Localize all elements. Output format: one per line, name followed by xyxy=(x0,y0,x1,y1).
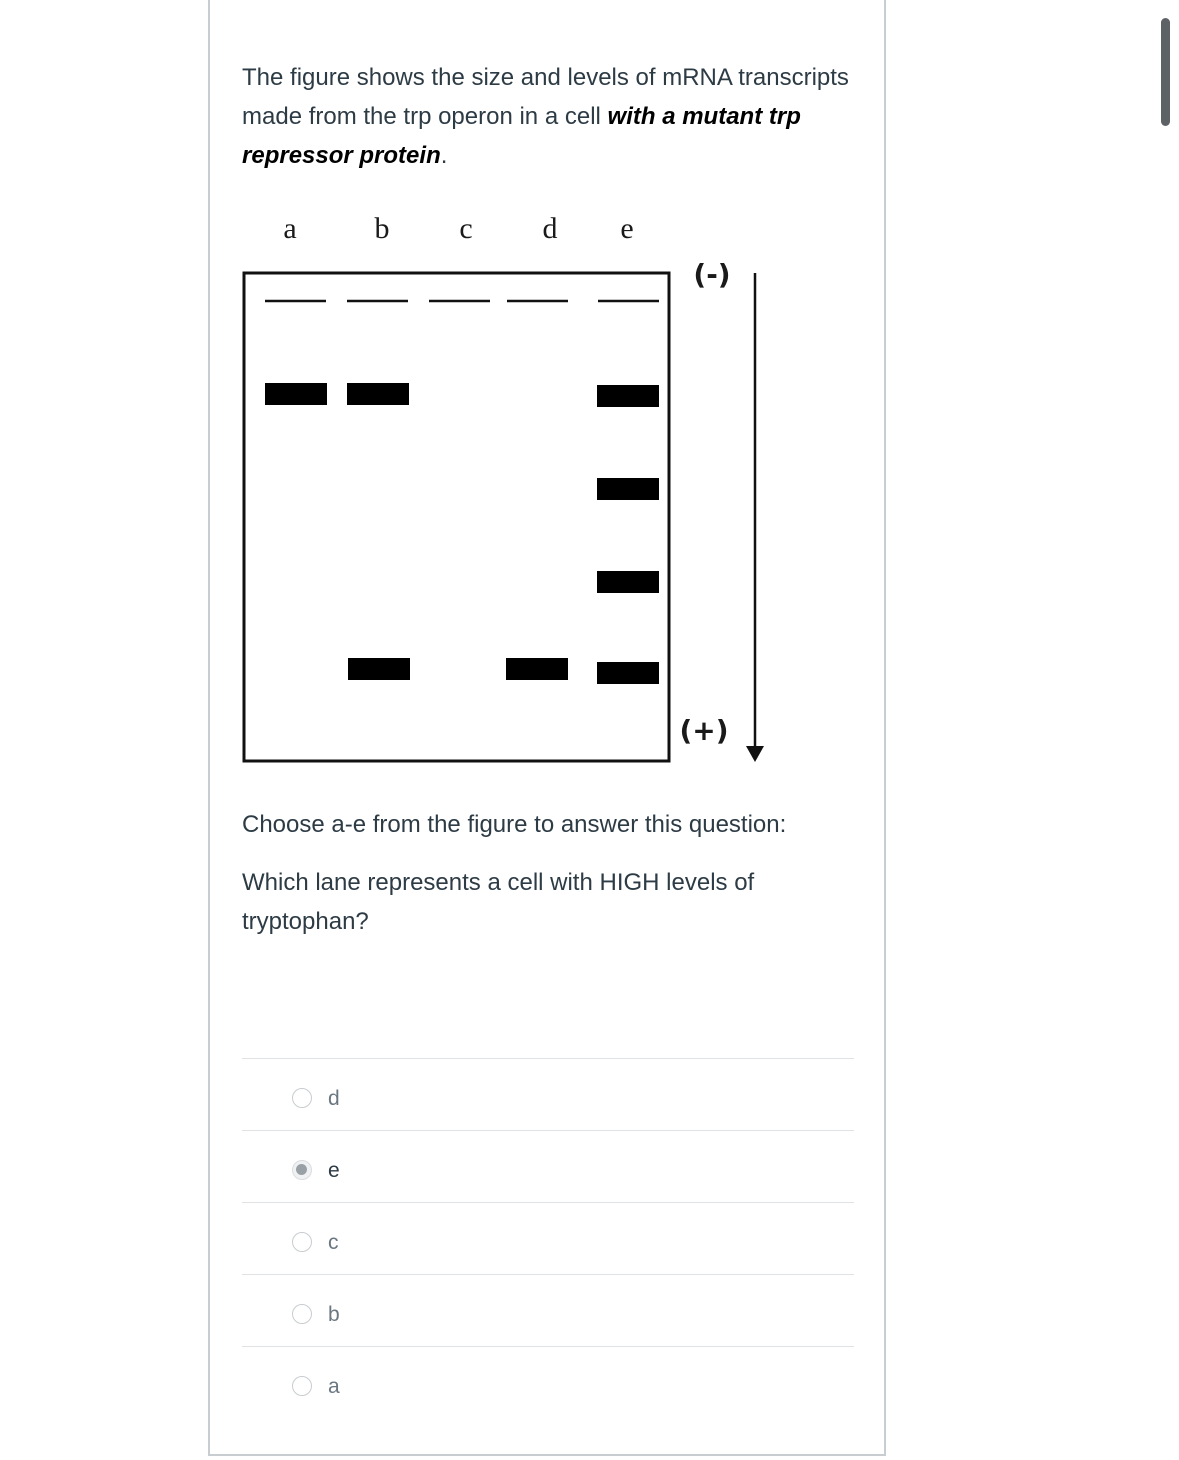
intro-end: . xyxy=(440,142,448,169)
band-e-2 xyxy=(597,478,659,500)
answer-option-a[interactable] xyxy=(242,1346,854,1418)
radio-button[interactable] xyxy=(292,1232,312,1252)
band-d-1 xyxy=(506,658,568,680)
lane-label-a: a xyxy=(283,212,297,245)
migration-arrow-head xyxy=(746,746,764,762)
answer-label: e xyxy=(328,1159,340,1182)
gel-figure xyxy=(242,200,802,780)
lane-label-b: b xyxy=(374,212,390,245)
band-b-2 xyxy=(348,658,410,680)
answer-option-e[interactable] xyxy=(242,1130,854,1202)
question-intro xyxy=(242,58,852,175)
positive-electrode-label: (+) xyxy=(679,714,729,747)
answer-label: a xyxy=(328,1375,340,1398)
lane-label-c: c xyxy=(459,212,473,245)
lane-label-d: d xyxy=(542,212,558,245)
radio-button[interactable] xyxy=(292,1088,312,1108)
gel-box xyxy=(244,273,669,761)
instruction-text: Choose a-e from the figure to answer this question: xyxy=(242,811,787,838)
negative-electrode-label: (-) xyxy=(693,258,731,291)
radio-button[interactable] xyxy=(292,1304,312,1324)
band-b-1 xyxy=(347,383,409,405)
answer-option-b[interactable] xyxy=(242,1274,854,1346)
answer-list xyxy=(242,1058,854,1418)
question-text: Which lane represents a cell with HIGH levels of tryptophan? xyxy=(242,869,755,935)
answer-label: b xyxy=(328,1303,340,1326)
answer-option-c[interactable] xyxy=(242,1202,854,1274)
band-e-4 xyxy=(597,662,659,684)
answer-label: c xyxy=(328,1231,339,1254)
intro-text: The figure shows the size and levels of mRNA transcripts made from the trp operon in a cell xyxy=(242,64,849,130)
scrollbar-thumb[interactable] xyxy=(1161,18,1170,126)
intro-bold-text: with a mutant trp repressor protein xyxy=(242,103,801,169)
band-a-1 xyxy=(265,383,327,405)
answer-option-d[interactable] xyxy=(242,1058,854,1130)
band-e-3 xyxy=(597,571,659,593)
radio-button[interactable] xyxy=(292,1376,312,1396)
lane-label-e: e xyxy=(620,212,634,245)
band-e-1 xyxy=(597,385,659,407)
radio-button-selected[interactable] xyxy=(292,1160,312,1180)
answer-label: d xyxy=(328,1087,340,1110)
